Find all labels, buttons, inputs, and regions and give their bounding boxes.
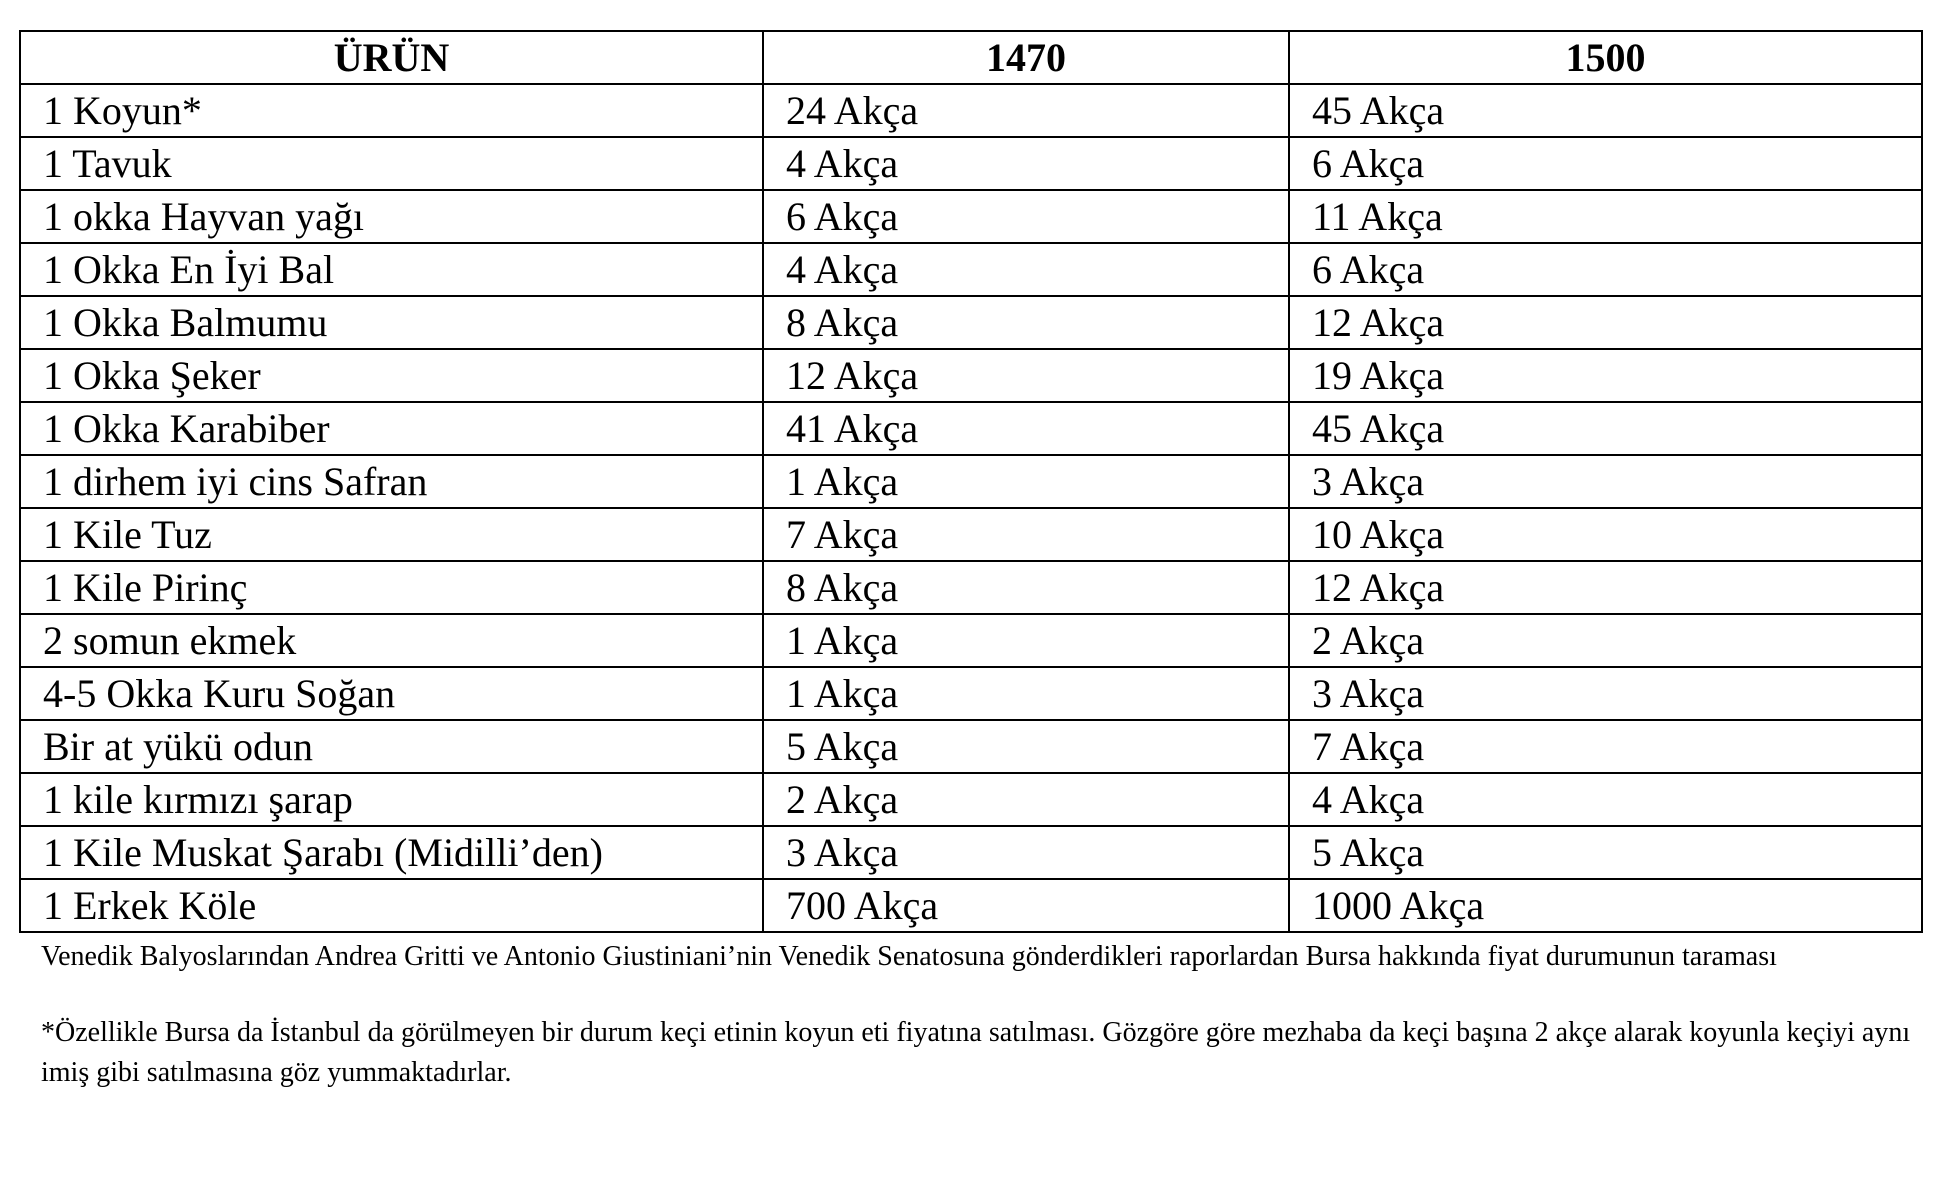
cell-price-1470: 6 Akça <box>763 190 1289 243</box>
cell-price-1470: 1 Akça <box>763 455 1289 508</box>
cell-product: 1 Erkek Köle <box>20 879 763 932</box>
cell-price-1500: 12 Akça <box>1289 561 1922 614</box>
table-row <box>20 137 1922 190</box>
cell-price-1470: 8 Akça <box>763 296 1289 349</box>
cell-price-1470: 2 Akça <box>763 773 1289 826</box>
cell-price-1500: 3 Akça <box>1289 667 1922 720</box>
cell-product: 1 Tavuk <box>20 137 763 190</box>
cell-price-1470: 1 Akça <box>763 667 1289 720</box>
table-row <box>20 561 1922 614</box>
cell-price-1500: 11 Akça <box>1289 190 1922 243</box>
cell-price-1470: 3 Akça <box>763 826 1289 879</box>
table-row <box>20 455 1922 508</box>
cell-price-1500: 4 Akça <box>1289 773 1922 826</box>
cell-price-1470: 4 Akça <box>763 137 1289 190</box>
cell-price-1470: 7 Akça <box>763 508 1289 561</box>
cell-price-1470: 12 Akça <box>763 349 1289 402</box>
cell-price-1470: 24 Akça <box>763 84 1289 137</box>
cell-price-1470: 41 Akça <box>763 402 1289 455</box>
cell-price-1500: 45 Akça <box>1289 84 1922 137</box>
table-row <box>20 826 1922 879</box>
table-row <box>20 402 1922 455</box>
cell-price-1470: 5 Akça <box>763 720 1289 773</box>
cell-product: 1 kile kırmızı şarap <box>20 773 763 826</box>
cell-price-1500: 3 Akça <box>1289 455 1922 508</box>
header-1500: 1500 <box>1289 31 1922 84</box>
cell-price-1470: 4 Akça <box>763 243 1289 296</box>
cell-product: 1 Okka En İyi Bal <box>20 243 763 296</box>
source-note: Venedik Balyoslarından Andrea Gritti ve Antonio Giustiniani’nin Venedik Senatosuna gönderdikleri raporlardan Bursa hakkında fiyat durumunun taraması <box>41 941 1777 972</box>
cell-price-1500: 7 Akça <box>1289 720 1922 773</box>
cell-price-1500: 19 Akça <box>1289 349 1922 402</box>
cell-price-1500: 5 Akça <box>1289 826 1922 879</box>
table-row <box>20 84 1922 137</box>
cell-price-1500: 1000 Akça <box>1289 879 1922 932</box>
cell-product: 1 Kile Muskat Şarabı (Midilli’den) <box>20 826 763 879</box>
cell-product: 1 Kile Pirinç <box>20 561 763 614</box>
table-row <box>20 243 1922 296</box>
cell-price-1500: 2 Akça <box>1289 614 1922 667</box>
cell-price-1500: 12 Akça <box>1289 296 1922 349</box>
cell-price-1470: 8 Akça <box>763 561 1289 614</box>
table-body <box>20 84 1922 932</box>
table-header-row <box>20 31 1922 84</box>
header-1470: 1470 <box>763 31 1289 84</box>
price-table <box>19 30 1923 933</box>
table-row <box>20 773 1922 826</box>
table-row <box>20 190 1922 243</box>
header-product: ÜRÜN <box>20 31 763 84</box>
table-row <box>20 667 1922 720</box>
table-row <box>20 720 1922 773</box>
cell-price-1500: 45 Akça <box>1289 402 1922 455</box>
table-row <box>20 614 1922 667</box>
cell-product: 1 Okka Balmumu <box>20 296 763 349</box>
footnote: *Özellikle Bursa da İstanbul da görülmeyen bir durum keçi etinin koyun eti fiyatına satılması. Gözgöre göre mezhaba da keçi başına 2 akçe alarak koyunla keçiyi aynı imiş gibi satılmasına göz yummaktadırlar. <box>41 1017 1911 1088</box>
cell-price-1470: 1 Akça <box>763 614 1289 667</box>
table-row <box>20 349 1922 402</box>
table-row <box>20 508 1922 561</box>
table-row <box>20 879 1922 932</box>
cell-product: 2 somun ekmek <box>20 614 763 667</box>
cell-product: 1 Okka Şeker <box>20 349 763 402</box>
table-row <box>20 296 1922 349</box>
cell-price-1500: 6 Akça <box>1289 243 1922 296</box>
cell-product: 1 Okka Karabiber <box>20 402 763 455</box>
cell-product: 1 Koyun* <box>20 84 763 137</box>
cell-product: 1 dirhem iyi cins Safran <box>20 455 763 508</box>
cell-product: 1 okka Hayvan yağı <box>20 190 763 243</box>
cell-product: Bir at yükü odun <box>20 720 763 773</box>
document <box>19 30 1921 1093</box>
cell-product: 4-5 Okka Kuru Soğan <box>20 667 763 720</box>
cell-price-1500: 10 Akça <box>1289 508 1922 561</box>
cell-product: 1 Kile Tuz <box>20 508 763 561</box>
cell-price-1470: 700 Akça <box>763 879 1289 932</box>
cell-price-1500: 6 Akça <box>1289 137 1922 190</box>
